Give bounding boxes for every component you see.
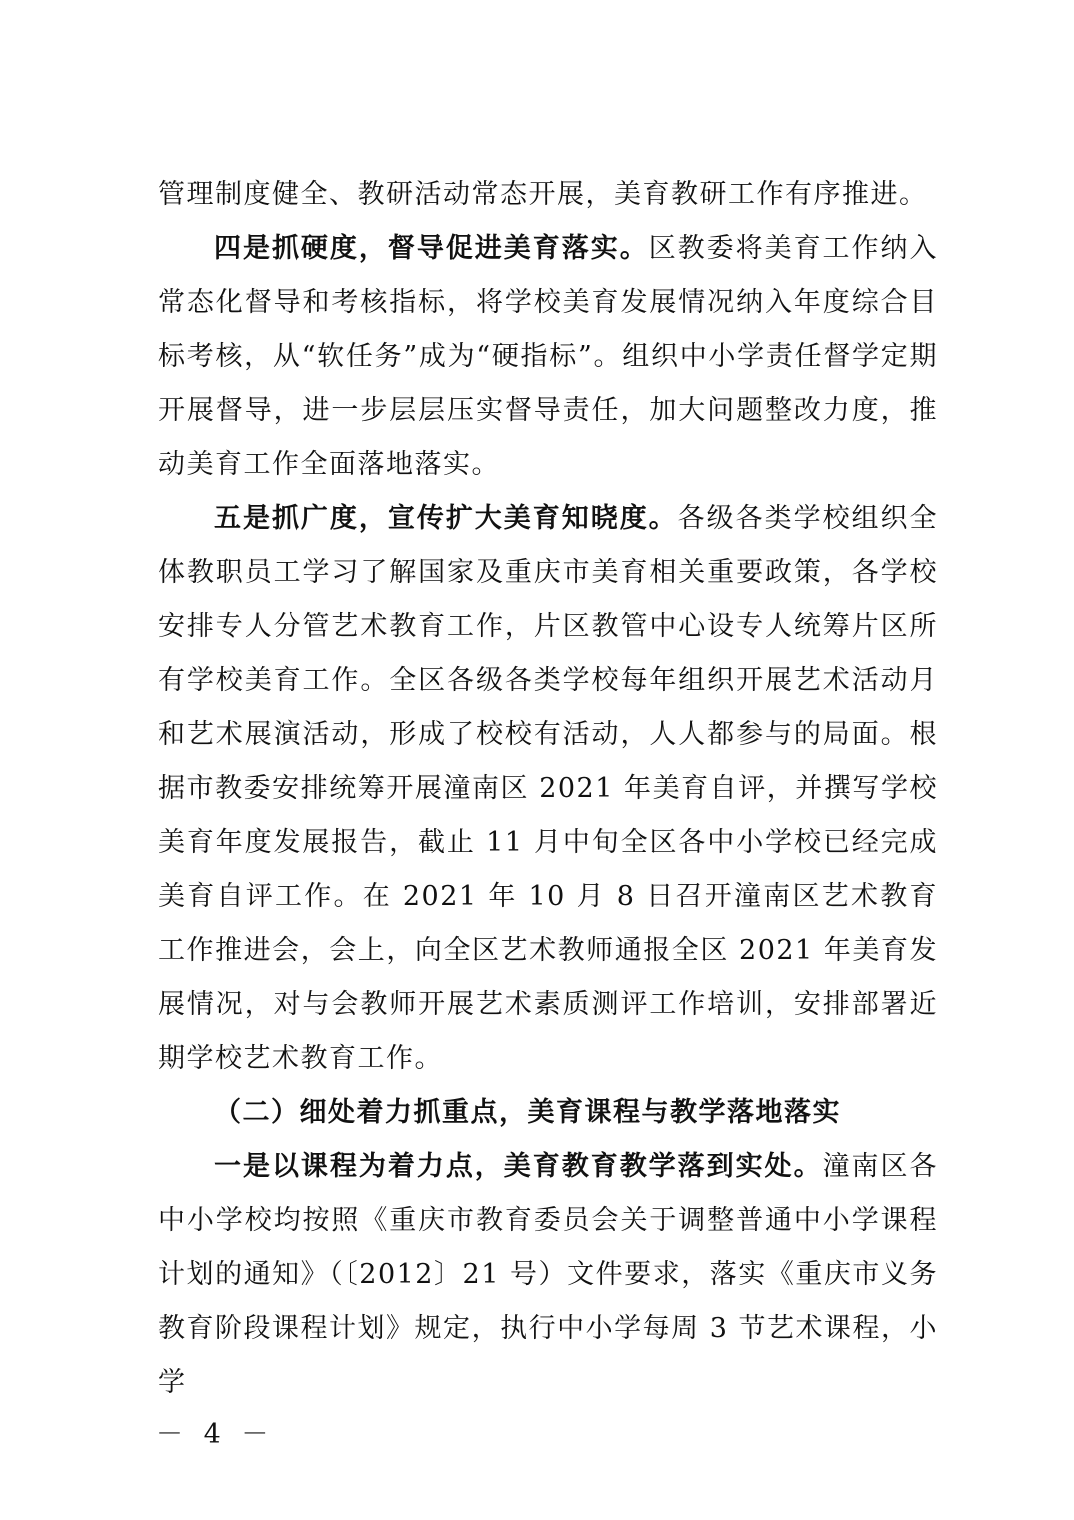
paragraph-text: 管理制度健全、教研活动常态开展，美育教研工作有序推进。 [158,179,928,210]
paragraph-curriculum [158,1140,938,1410]
paragraph-lead: 五是抓广度，宣传扩大美育知晓度。 [214,503,678,534]
paragraph-publicity [158,492,938,1086]
section-heading: （二）细处着力抓重点，美育课程与教学落地落实 [214,1097,841,1128]
paragraph-lead: 一是以课程为着力点，美育教育教学落到实处。 [214,1151,823,1182]
paragraph-text: 区教委将美育工作纳入常态化督导和考核指标，将学校美育发展情况纳入年度综合目标考核，从“软任务”成为“硬指标”。组织中小学责任督学定期开展督导，进一步层层压实督导责任，加大问题整改力度，推动美育工作全面落地落实。 [158,233,938,480]
document-body [158,168,938,1410]
paragraph-lead: 四是抓硬度，督导促进美育落实。 [214,233,649,264]
paragraph-text: 潼南区各中小学校均按照《重庆市教育委员会关于调整普通中小学课程计划的通知》（〔2012〕21 号）文件要求，落实《重庆市义务教育阶段课程计划》规定，执行中小学每周 3 节艺术课程，小学 [158,1151,939,1398]
paragraph-text: 各级各类学校组织全体教职员工学习了解国家及重庆市美育相关重要政策，各学校安排专人分管艺术教育工作，片区教管中心设专人统筹片区所有学校美育工作。全区各级各类学校每年组织开展艺术活动月和艺术展演活动，形成了校校有活动，人人都参与的局面。根据市教委安排统筹开展潼南区 2021 年美育自评，并撰写学校美育年度发展报告，截止 11 月中旬全区各中小学校已经完成美育自评工作。在 2021 年 10 月 8 日召开潼南区艺术教育工作推进会，会上，向全区艺术教师通报全区 2021 年美育发展情况，对与会教师开展艺术素质测评工作培训，安排部署近期学校艺术教育工作。 [158,503,939,1074]
page-number: － 4 － [156,1419,275,1450]
paragraph-supervision [158,222,938,492]
paragraph-continuation [158,168,938,222]
